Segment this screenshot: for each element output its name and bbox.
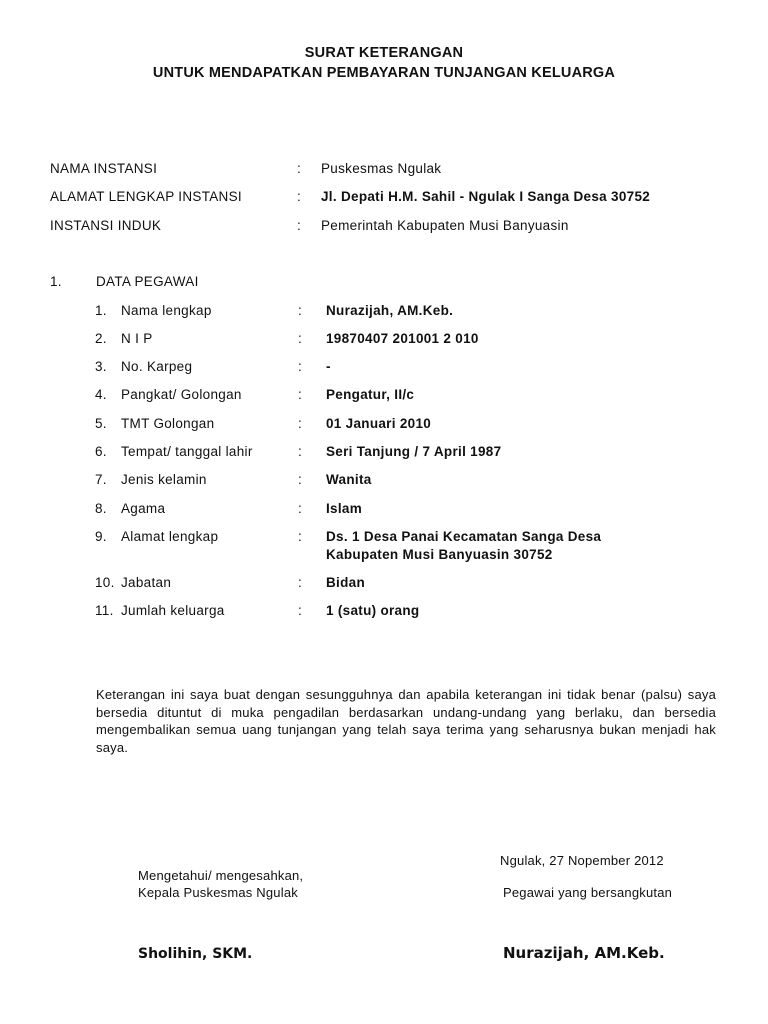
row-number: 5. bbox=[95, 416, 107, 431]
field-label: Agama bbox=[121, 501, 166, 516]
row-number: 11. bbox=[95, 603, 114, 618]
statement-paragraph: Keterangan ini saya buat dengan sesungguhnya dan apabila keterangan ini tidak benar (palsu) saya bersedia dituntut di muka pengadilan berdasarkan undang-undang yang berlaku, dan bersedia mengembalikan semua uang tunjangan yang telah saya terima yang seharusnya bukan menjadi hak saya. bbox=[96, 687, 716, 755]
colon: : bbox=[298, 603, 303, 618]
instansi-parent-label: INSTANSI INDUK bbox=[50, 218, 162, 233]
field-value: Ds. 1 Desa Panai Kecamatan Sanga Desa bbox=[326, 529, 602, 544]
document-subtitle: UNTUK MENDAPATKAN PEMBAYARAN TUNJANGAN KELUARGA bbox=[152, 65, 616, 81]
instansi-name-value: Puskesmas Ngulak bbox=[321, 161, 442, 176]
row-number: 1. bbox=[95, 303, 107, 318]
colon: : bbox=[298, 501, 303, 516]
colon: : bbox=[298, 359, 303, 374]
field-value: Islam bbox=[326, 501, 363, 516]
instansi-address-label: ALAMAT LENGKAP INSTANSI bbox=[50, 189, 242, 204]
row-number: 4. bbox=[95, 387, 107, 402]
field-value: Bidan bbox=[326, 575, 366, 590]
row-number: 3. bbox=[95, 359, 107, 374]
colon: : bbox=[298, 303, 303, 318]
section-title: DATA PEGAWAI bbox=[96, 274, 199, 289]
row-number: 7. bbox=[95, 472, 107, 487]
colon: : bbox=[298, 416, 303, 431]
field-label: Nama lengkap bbox=[121, 303, 212, 318]
employee-title: Pegawai yang bersangkutan bbox=[503, 885, 673, 900]
field-label: Jabatan bbox=[121, 575, 172, 590]
field-label: TMT Golongan bbox=[121, 416, 215, 431]
colon: : bbox=[298, 529, 303, 544]
field-value: Nurazijah, AM.Keb. bbox=[326, 303, 454, 318]
row-number: 8. bbox=[95, 501, 107, 516]
document-title: SURAT KETERANGAN bbox=[304, 45, 464, 61]
field-value: 1 (satu) orang bbox=[326, 603, 420, 618]
field-label: Jenis kelamin bbox=[121, 472, 207, 487]
field-label: No. Karpeg bbox=[121, 359, 193, 374]
colon: : bbox=[298, 575, 303, 590]
field-value: 19870407 201001 2 010 bbox=[326, 331, 479, 346]
colon: : bbox=[298, 331, 303, 346]
field-value-continued: Kabupaten Musi Banyuasin 30752 bbox=[326, 547, 553, 562]
instansi-address-value: Jl. Depati H.M. Sahil - Ngulak I Sanga Desa 30752 bbox=[321, 189, 651, 204]
row-number: 9. bbox=[95, 529, 107, 544]
field-value: Seri Tanjung / 7 April 1987 bbox=[326, 444, 502, 459]
colon: : bbox=[298, 387, 303, 402]
field-label: Pangkat/ Golongan bbox=[121, 387, 242, 402]
field-label: Alamat lengkap bbox=[121, 529, 219, 544]
section-number: 1. bbox=[50, 274, 62, 289]
field-label: Jumlah keluarga bbox=[121, 603, 225, 618]
field-value: - bbox=[326, 359, 331, 374]
row-number: 6. bbox=[95, 444, 107, 459]
colon: : bbox=[298, 444, 303, 459]
field-value: Pengatur, II/c bbox=[326, 387, 415, 402]
approver-title: Kepala Puskesmas Ngulak bbox=[138, 885, 298, 900]
instansi-parent-value: Pemerintah Kabupaten Musi Banyuasin bbox=[321, 218, 569, 233]
approver-name: Sholihin, SKM. bbox=[138, 946, 253, 962]
colon: : bbox=[297, 161, 302, 176]
colon: : bbox=[297, 218, 302, 233]
instansi-name-label: NAMA INSTANSI bbox=[50, 161, 158, 176]
colon: : bbox=[298, 472, 303, 487]
row-number: 2. bbox=[95, 331, 107, 346]
employee-name: Nurazijah, AM.Keb. bbox=[503, 944, 665, 962]
field-label: N I P bbox=[121, 331, 153, 346]
field-value: 01 Januari 2010 bbox=[326, 416, 432, 431]
colon: : bbox=[297, 189, 302, 204]
field-value: Wanita bbox=[326, 472, 372, 487]
field-label: Tempat/ tanggal lahir bbox=[121, 444, 253, 459]
row-number: 10. bbox=[95, 575, 115, 590]
approval-label: Mengetahui/ mengesahkan, bbox=[138, 868, 304, 883]
place-date: Ngulak, 27 Nopember 2012 bbox=[500, 853, 664, 868]
